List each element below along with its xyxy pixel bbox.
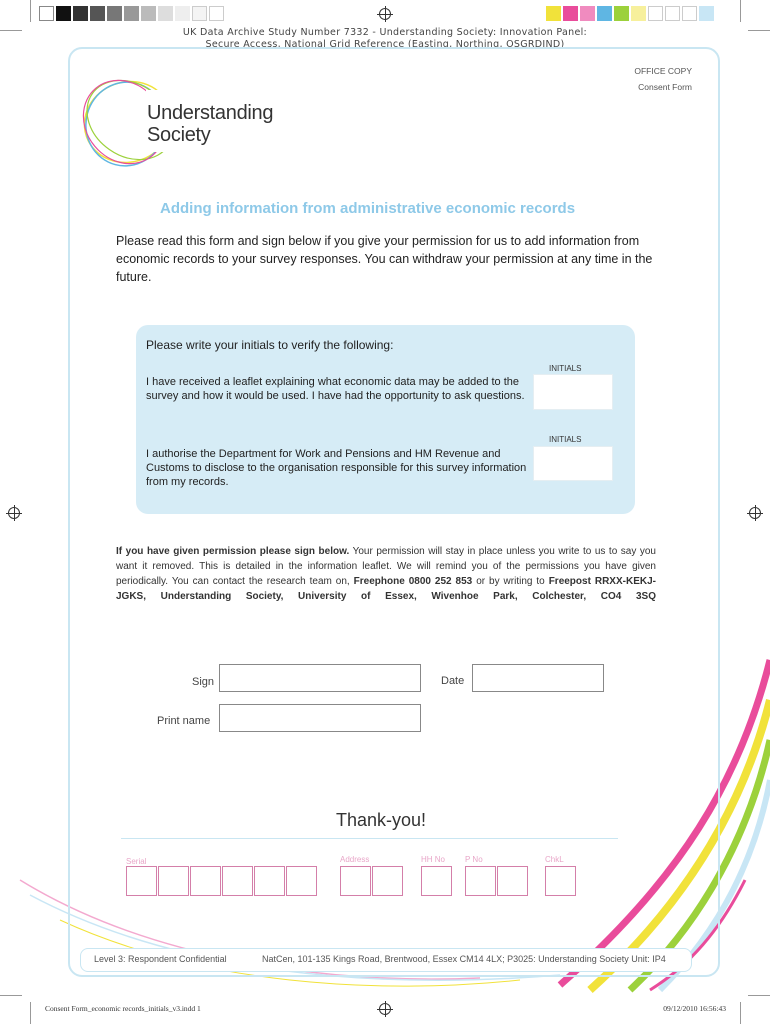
serial-cell[interactable]	[126, 866, 157, 896]
chkl-label: ChkL	[545, 855, 564, 864]
natcen-address: NatCen, 101-135 Kings Road, Brentwood, Essex CM14 4LX; P3025: Understanding Society Unit: IP4	[262, 954, 666, 964]
freephone-number: Freephone 0800 252 853	[353, 576, 473, 587]
permission-bold-intro: If you have given permission please sign below.	[116, 546, 350, 557]
hh-no-label: HH No	[421, 855, 446, 864]
p-no-cell[interactable]	[497, 866, 528, 896]
serial-cell[interactable]	[286, 866, 317, 896]
address-cell[interactable]	[372, 866, 403, 896]
initials-label: INITIALS	[549, 364, 582, 373]
logo-text-line2: Society	[147, 124, 211, 146]
print-name-field[interactable]	[219, 704, 421, 732]
sign-field[interactable]	[219, 664, 421, 692]
address-label: Address	[340, 855, 370, 864]
permission-text-1: Your permission will stay in place unless you write to us to say you want it removed. This is detailed in the information leaflet. We will remind you of the permissions you have given periodically. You can contact the research team on,	[116, 546, 656, 587]
office-copy-label: OFFICE COPY	[634, 66, 692, 76]
intro-paragraph: Please read this form and sign below if you give your permission for us to add information from economic records to your survey responses. You can withdraw your permission at any time in the future.	[116, 234, 653, 284]
initials-input-1[interactable]	[533, 374, 613, 410]
form-title: Adding information from administrative economic records	[160, 200, 576, 217]
p-no-cell[interactable]	[465, 866, 496, 896]
serial-cell[interactable]	[254, 866, 285, 896]
p-no-label: P No	[465, 855, 483, 864]
initials-input-2[interactable]	[533, 446, 613, 481]
thank-you-heading: Thank-you!	[336, 810, 427, 830]
print-timestamp: 09/12/2010 16:56:43	[663, 1004, 726, 1013]
divider	[121, 838, 618, 839]
sign-label: Sign	[192, 676, 215, 688]
serial-cell[interactable]	[158, 866, 189, 896]
hh-no-cell[interactable]	[421, 866, 452, 896]
serial-cell[interactable]	[222, 866, 253, 896]
statement-authorise: I authorise the Department for Work and Pensions and HM Revenue and Customs to disclose to the organisation responsible for this survey information from my records.	[146, 448, 527, 488]
verification-heading: Please write your initials to verify the following:	[146, 338, 394, 352]
initials-label: INITIALS	[549, 435, 582, 444]
chkl-cell[interactable]	[545, 866, 576, 896]
archive-header-line2: Secure Access, National Grid Reference (Easting, Northing, OSGRDIND)	[205, 39, 565, 50]
confidentiality-level: Level 3: Respondent Confidential	[94, 954, 227, 964]
statement-leaflet: I have received a leaflet explaining what economic data may be added to the survey and how it would be used. I have had the opportunity to ask questions.	[146, 376, 525, 402]
logo-text-line1: Understanding	[147, 102, 274, 124]
date-label: Date	[441, 675, 465, 687]
serial-cell[interactable]	[190, 866, 221, 896]
serial-label: Serial	[126, 857, 147, 866]
print-file-name: Consent Form_economic records_initials_v3.indd 1	[45, 1004, 201, 1013]
address-cell[interactable]	[340, 866, 371, 896]
form-type-label: Consent Form	[638, 82, 692, 92]
freepost-address: Freepost RRXX-KEKJ-JGKS, Understanding Society, University of Essex, Wivenhoe Park, Colchester, CO4 3SQ	[116, 576, 656, 602]
permission-text-2: or by writing to	[472, 576, 549, 587]
archive-header-line1: UK Data Archive Study Number 7332 - Understanding Society: Innovation Panel:	[182, 27, 588, 38]
print-name-label: Print name	[157, 715, 211, 727]
permission-paragraph	[116, 544, 656, 604]
date-field[interactable]	[472, 664, 604, 692]
